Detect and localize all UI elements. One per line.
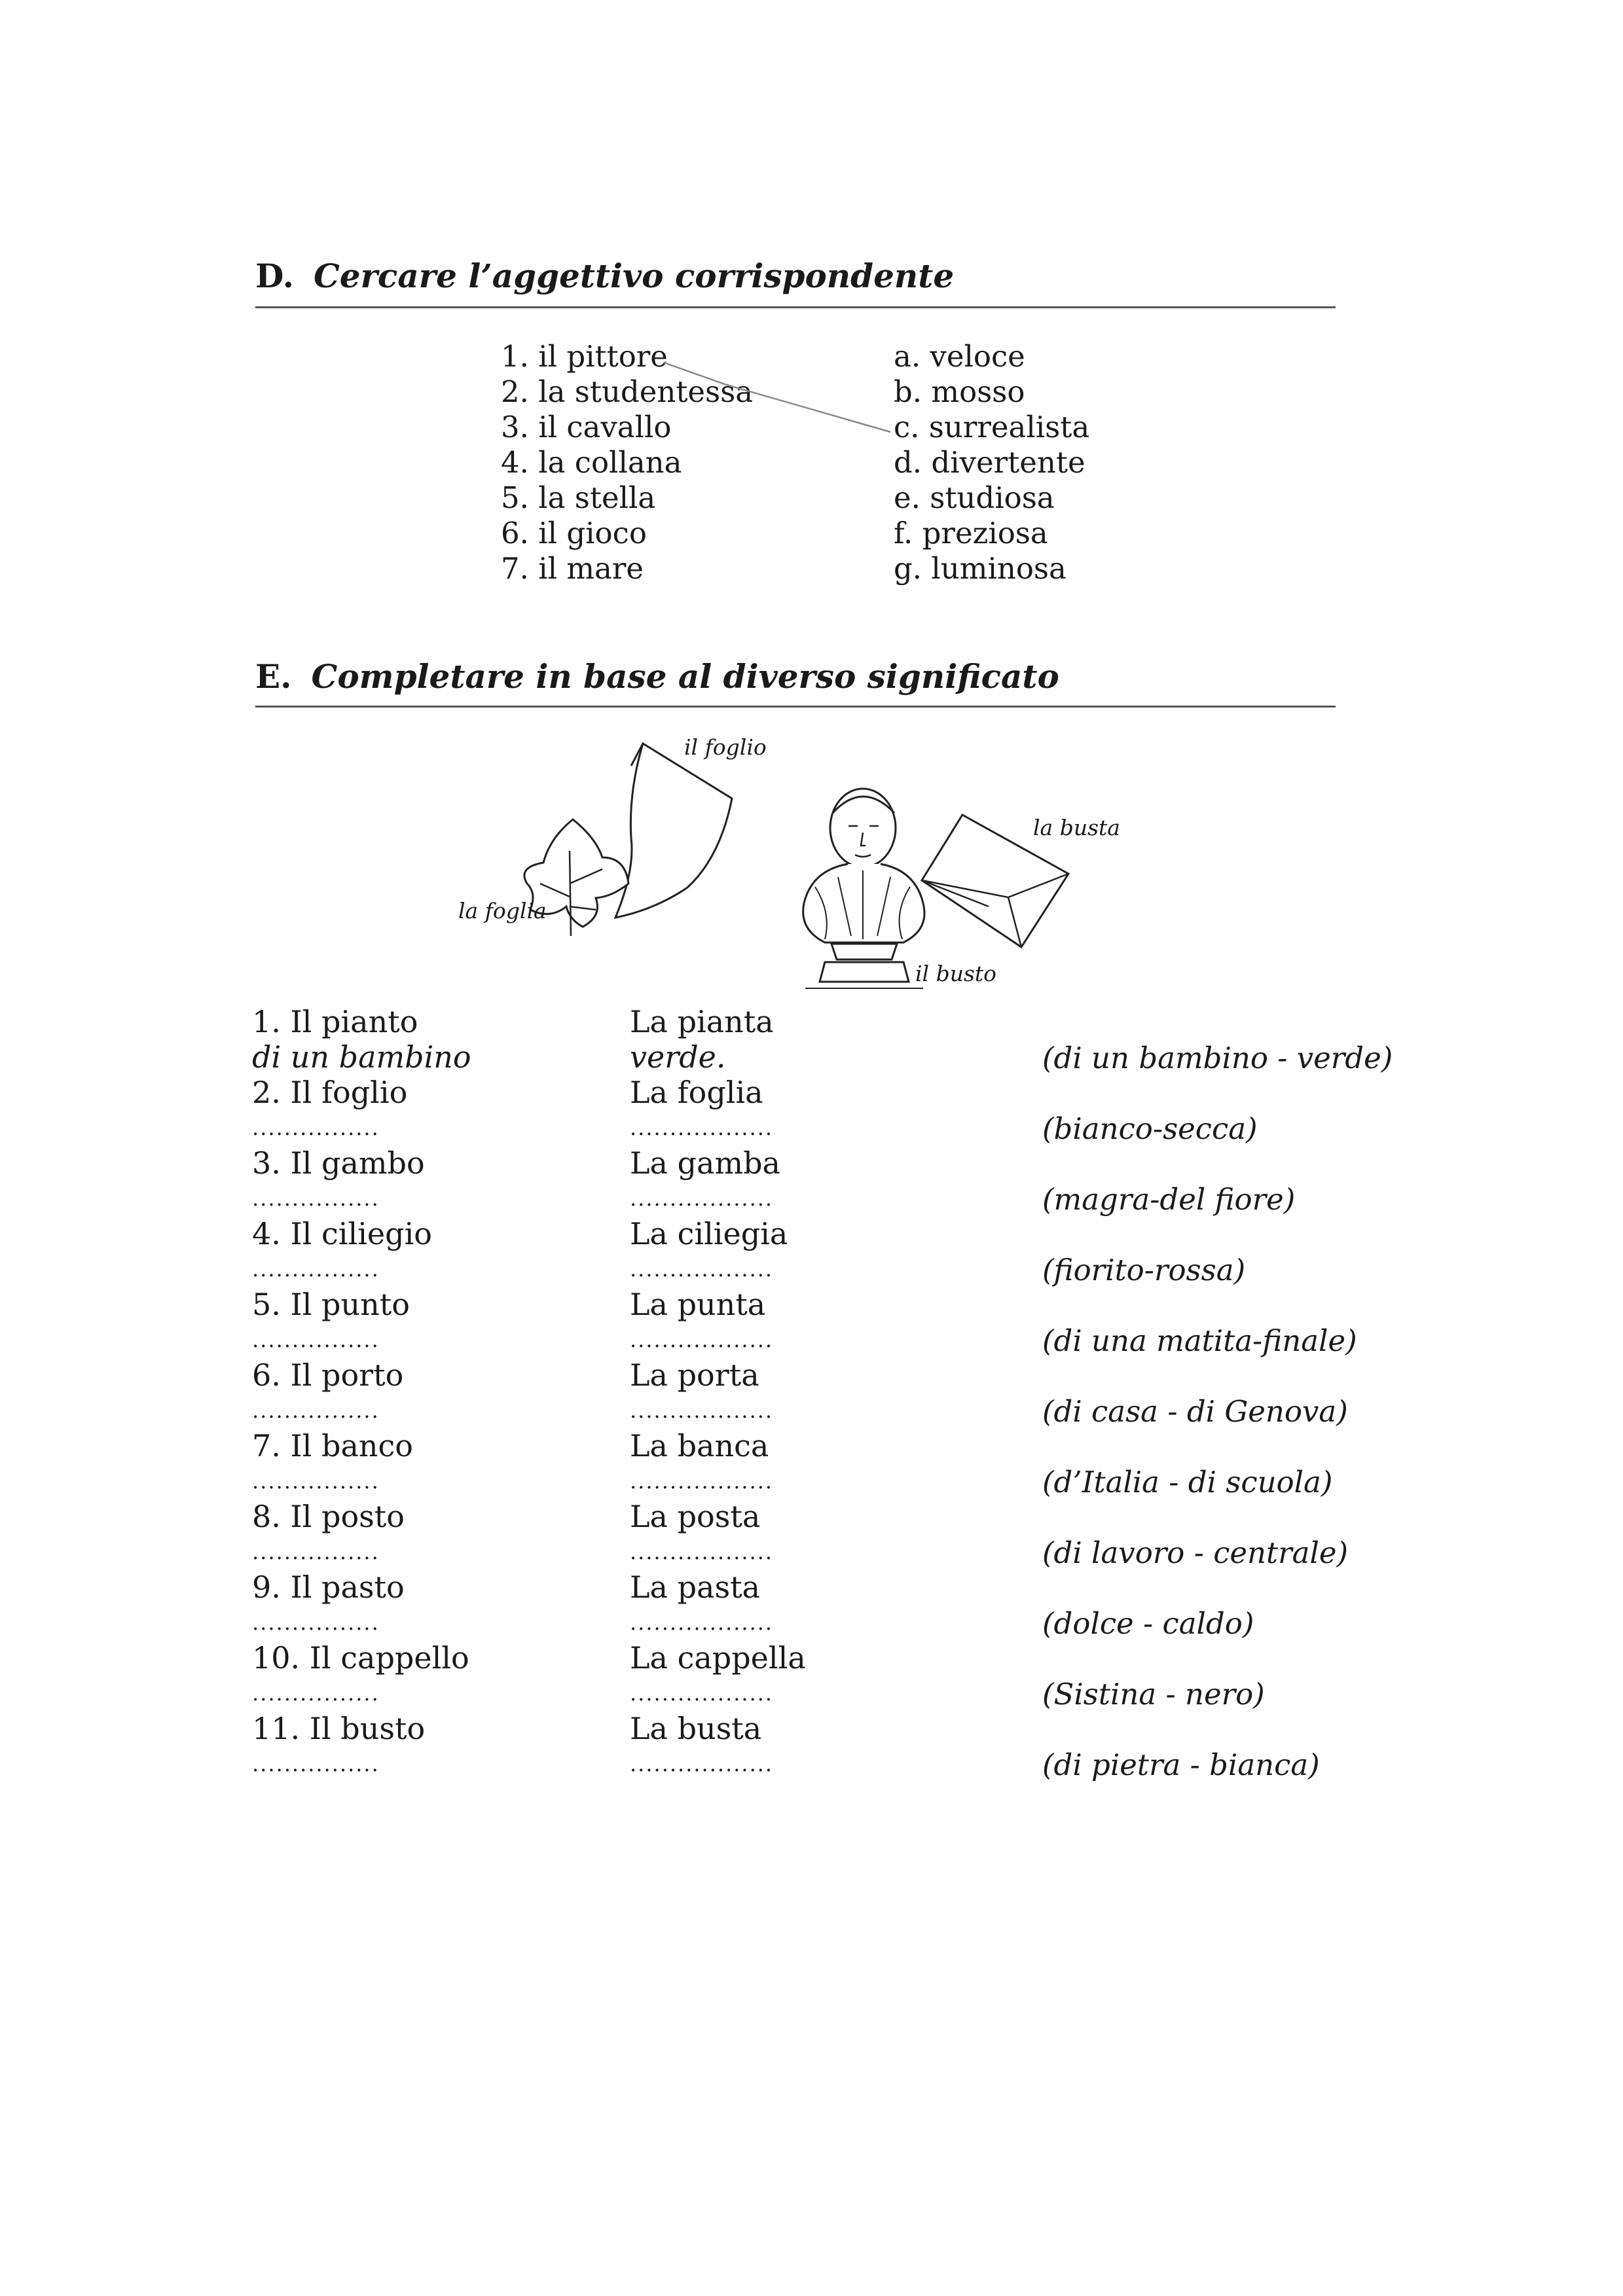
feminine-row bbox=[630, 1287, 806, 1357]
feminine-blank[interactable]: .................. bbox=[630, 1539, 774, 1564]
masculine-row bbox=[252, 1145, 471, 1216]
feminine-row bbox=[630, 1711, 806, 1782]
hint-text: (Sistina - nero) bbox=[1042, 1677, 1265, 1712]
feminine-blank[interactable]: .................. bbox=[630, 1115, 774, 1140]
hints-column bbox=[1042, 1041, 1393, 1818]
caption-il-busto: il busto bbox=[915, 961, 997, 986]
masculine-word: 1. Il pianto bbox=[252, 1004, 418, 1039]
feminine-row bbox=[630, 1004, 806, 1075]
feminine-row bbox=[630, 1640, 806, 1711]
feminine-blank[interactable]: .................. bbox=[630, 1186, 774, 1211]
feminine-row bbox=[630, 1499, 806, 1570]
hint-text: (di lavoro - centrale) bbox=[1042, 1535, 1349, 1570]
match-right-item: a. veloce bbox=[894, 339, 1025, 374]
feminine-word: La banca bbox=[630, 1428, 769, 1463]
match-left-item: 4. la collana bbox=[501, 445, 682, 480]
masculine-word: 8. Il posto bbox=[252, 1499, 405, 1534]
masculine-word: 6. Il porto bbox=[252, 1357, 404, 1393]
masculine-row bbox=[252, 1004, 471, 1075]
masculine-blank[interactable]: ................ bbox=[252, 1610, 380, 1635]
feminine-row bbox=[630, 1145, 806, 1216]
feminine-word: La ciliegia bbox=[630, 1216, 788, 1251]
match-right-item: b. mosso bbox=[894, 374, 1025, 409]
feminine-row bbox=[630, 1075, 806, 1145]
section-e-title bbox=[255, 657, 1059, 696]
feminine-row bbox=[630, 1428, 806, 1499]
feminine-answer: verde. bbox=[630, 1039, 726, 1075]
hint-text: (magra-del fiore) bbox=[1042, 1182, 1296, 1217]
match-left-item: 3. il cavallo bbox=[501, 410, 672, 444]
section-d-title bbox=[255, 257, 954, 295]
feminine-column bbox=[630, 1004, 806, 1782]
masculine-word: 3. Il gambo bbox=[252, 1145, 425, 1181]
match-left-item: 5. la stella bbox=[501, 480, 656, 515]
section-d-heading: Cercare l’aggettivo corrispondente bbox=[313, 257, 955, 295]
feminine-blank[interactable]: .................. bbox=[630, 1681, 774, 1706]
masculine-row bbox=[252, 1357, 471, 1428]
feminine-word: La pianta bbox=[630, 1004, 774, 1039]
hint-text: (d’Italia - di scuola) bbox=[1042, 1465, 1333, 1499]
match-left-item: 2. la studentessa bbox=[501, 374, 754, 409]
masculine-word: 2. Il foglio bbox=[252, 1075, 408, 1110]
caption-il-foglio: il foglio bbox=[684, 734, 767, 760]
feminine-blank[interactable]: .................. bbox=[630, 1398, 774, 1423]
feminine-row bbox=[630, 1570, 806, 1640]
masculine-blank[interactable]: ................ bbox=[252, 1539, 380, 1564]
masculine-word: 5. Il punto bbox=[252, 1287, 410, 1322]
match-right-item: d. divertente bbox=[894, 445, 1085, 480]
feminine-word: La punta bbox=[630, 1287, 766, 1322]
masculine-word: 4. Il ciliegio bbox=[252, 1216, 432, 1251]
match-right-item: g. luminosa bbox=[894, 551, 1067, 586]
masculine-word: 10. Il cappello bbox=[252, 1640, 469, 1676]
section-e-heading: Completare in base al diverso significato bbox=[311, 657, 1059, 696]
masculine-blank[interactable]: ................ bbox=[252, 1115, 380, 1140]
masculine-blank[interactable]: ................ bbox=[252, 1186, 380, 1211]
feminine-row bbox=[630, 1216, 806, 1287]
masculine-word: 11. Il busto bbox=[252, 1711, 426, 1746]
match-left-item: 7. il mare bbox=[501, 551, 644, 586]
masculine-blank[interactable]: ................ bbox=[252, 1751, 380, 1776]
hint-text: (bianco-secca) bbox=[1042, 1111, 1258, 1146]
match-right-item: c. surrealista bbox=[894, 410, 1090, 444]
masculine-blank[interactable]: ................ bbox=[252, 1327, 380, 1352]
hint-text: (fiorito-rossa) bbox=[1042, 1253, 1246, 1287]
feminine-blank[interactable]: .................. bbox=[630, 1257, 774, 1282]
feminine-row bbox=[630, 1357, 806, 1428]
masculine-row bbox=[252, 1287, 471, 1357]
feminine-word: La posta bbox=[630, 1499, 761, 1534]
masculine-row bbox=[252, 1428, 471, 1499]
masculine-answer: di un bambino bbox=[252, 1039, 471, 1075]
hint-text: (di una matita-finale) bbox=[1042, 1323, 1357, 1358]
masculine-word: 7. Il banco bbox=[252, 1428, 413, 1463]
match-left-item: 1. il pittore bbox=[501, 339, 668, 374]
feminine-word: La pasta bbox=[630, 1570, 760, 1605]
match-right-list bbox=[894, 339, 1089, 586]
caption-la-busta: la busta bbox=[1033, 815, 1120, 840]
hint-text: (dolce - caldo) bbox=[1042, 1606, 1254, 1641]
masculine-row bbox=[252, 1499, 471, 1570]
masculine-blank[interactable]: ................ bbox=[252, 1398, 380, 1423]
feminine-word: La foglia bbox=[630, 1075, 763, 1110]
caption-la-foglia: la foglia bbox=[458, 898, 547, 924]
masculine-row bbox=[252, 1570, 471, 1640]
masculine-column bbox=[252, 1004, 471, 1782]
masculine-row bbox=[252, 1075, 471, 1145]
match-right-item: e. studiosa bbox=[894, 480, 1055, 515]
feminine-word: La cappella bbox=[630, 1640, 806, 1676]
masculine-row bbox=[252, 1711, 471, 1782]
match-line-pencil bbox=[655, 353, 903, 452]
section-e-rule bbox=[255, 706, 1336, 708]
feminine-blank[interactable]: .................. bbox=[630, 1327, 774, 1352]
hint-text: (di un bambino - verde) bbox=[1042, 1041, 1393, 1075]
feminine-word: La porta bbox=[630, 1357, 759, 1393]
feminine-blank[interactable]: .................. bbox=[630, 1610, 774, 1635]
feminine-blank[interactable]: .................. bbox=[630, 1469, 774, 1494]
section-d-letter: D. bbox=[255, 257, 294, 295]
masculine-row bbox=[252, 1216, 471, 1287]
hint-text: (di pietra - bianca) bbox=[1042, 1748, 1320, 1782]
masculine-blank[interactable]: ................ bbox=[252, 1257, 380, 1282]
hint-text: (di casa - di Genova) bbox=[1042, 1394, 1348, 1429]
feminine-word: La busta bbox=[630, 1711, 762, 1746]
masculine-row bbox=[252, 1640, 471, 1711]
masculine-blank[interactable]: ................ bbox=[252, 1681, 380, 1706]
match-left-item: 6. il gioco bbox=[501, 516, 647, 550]
section-e-letter: E. bbox=[255, 657, 292, 696]
match-right-item: f. preziosa bbox=[894, 516, 1048, 550]
feminine-blank[interactable]: .................. bbox=[630, 1751, 774, 1776]
feminine-word: La gamba bbox=[630, 1145, 780, 1181]
masculine-blank[interactable]: ................ bbox=[252, 1469, 380, 1494]
masculine-word: 9. Il pasto bbox=[252, 1570, 405, 1605]
section-d-rule bbox=[255, 306, 1336, 308]
